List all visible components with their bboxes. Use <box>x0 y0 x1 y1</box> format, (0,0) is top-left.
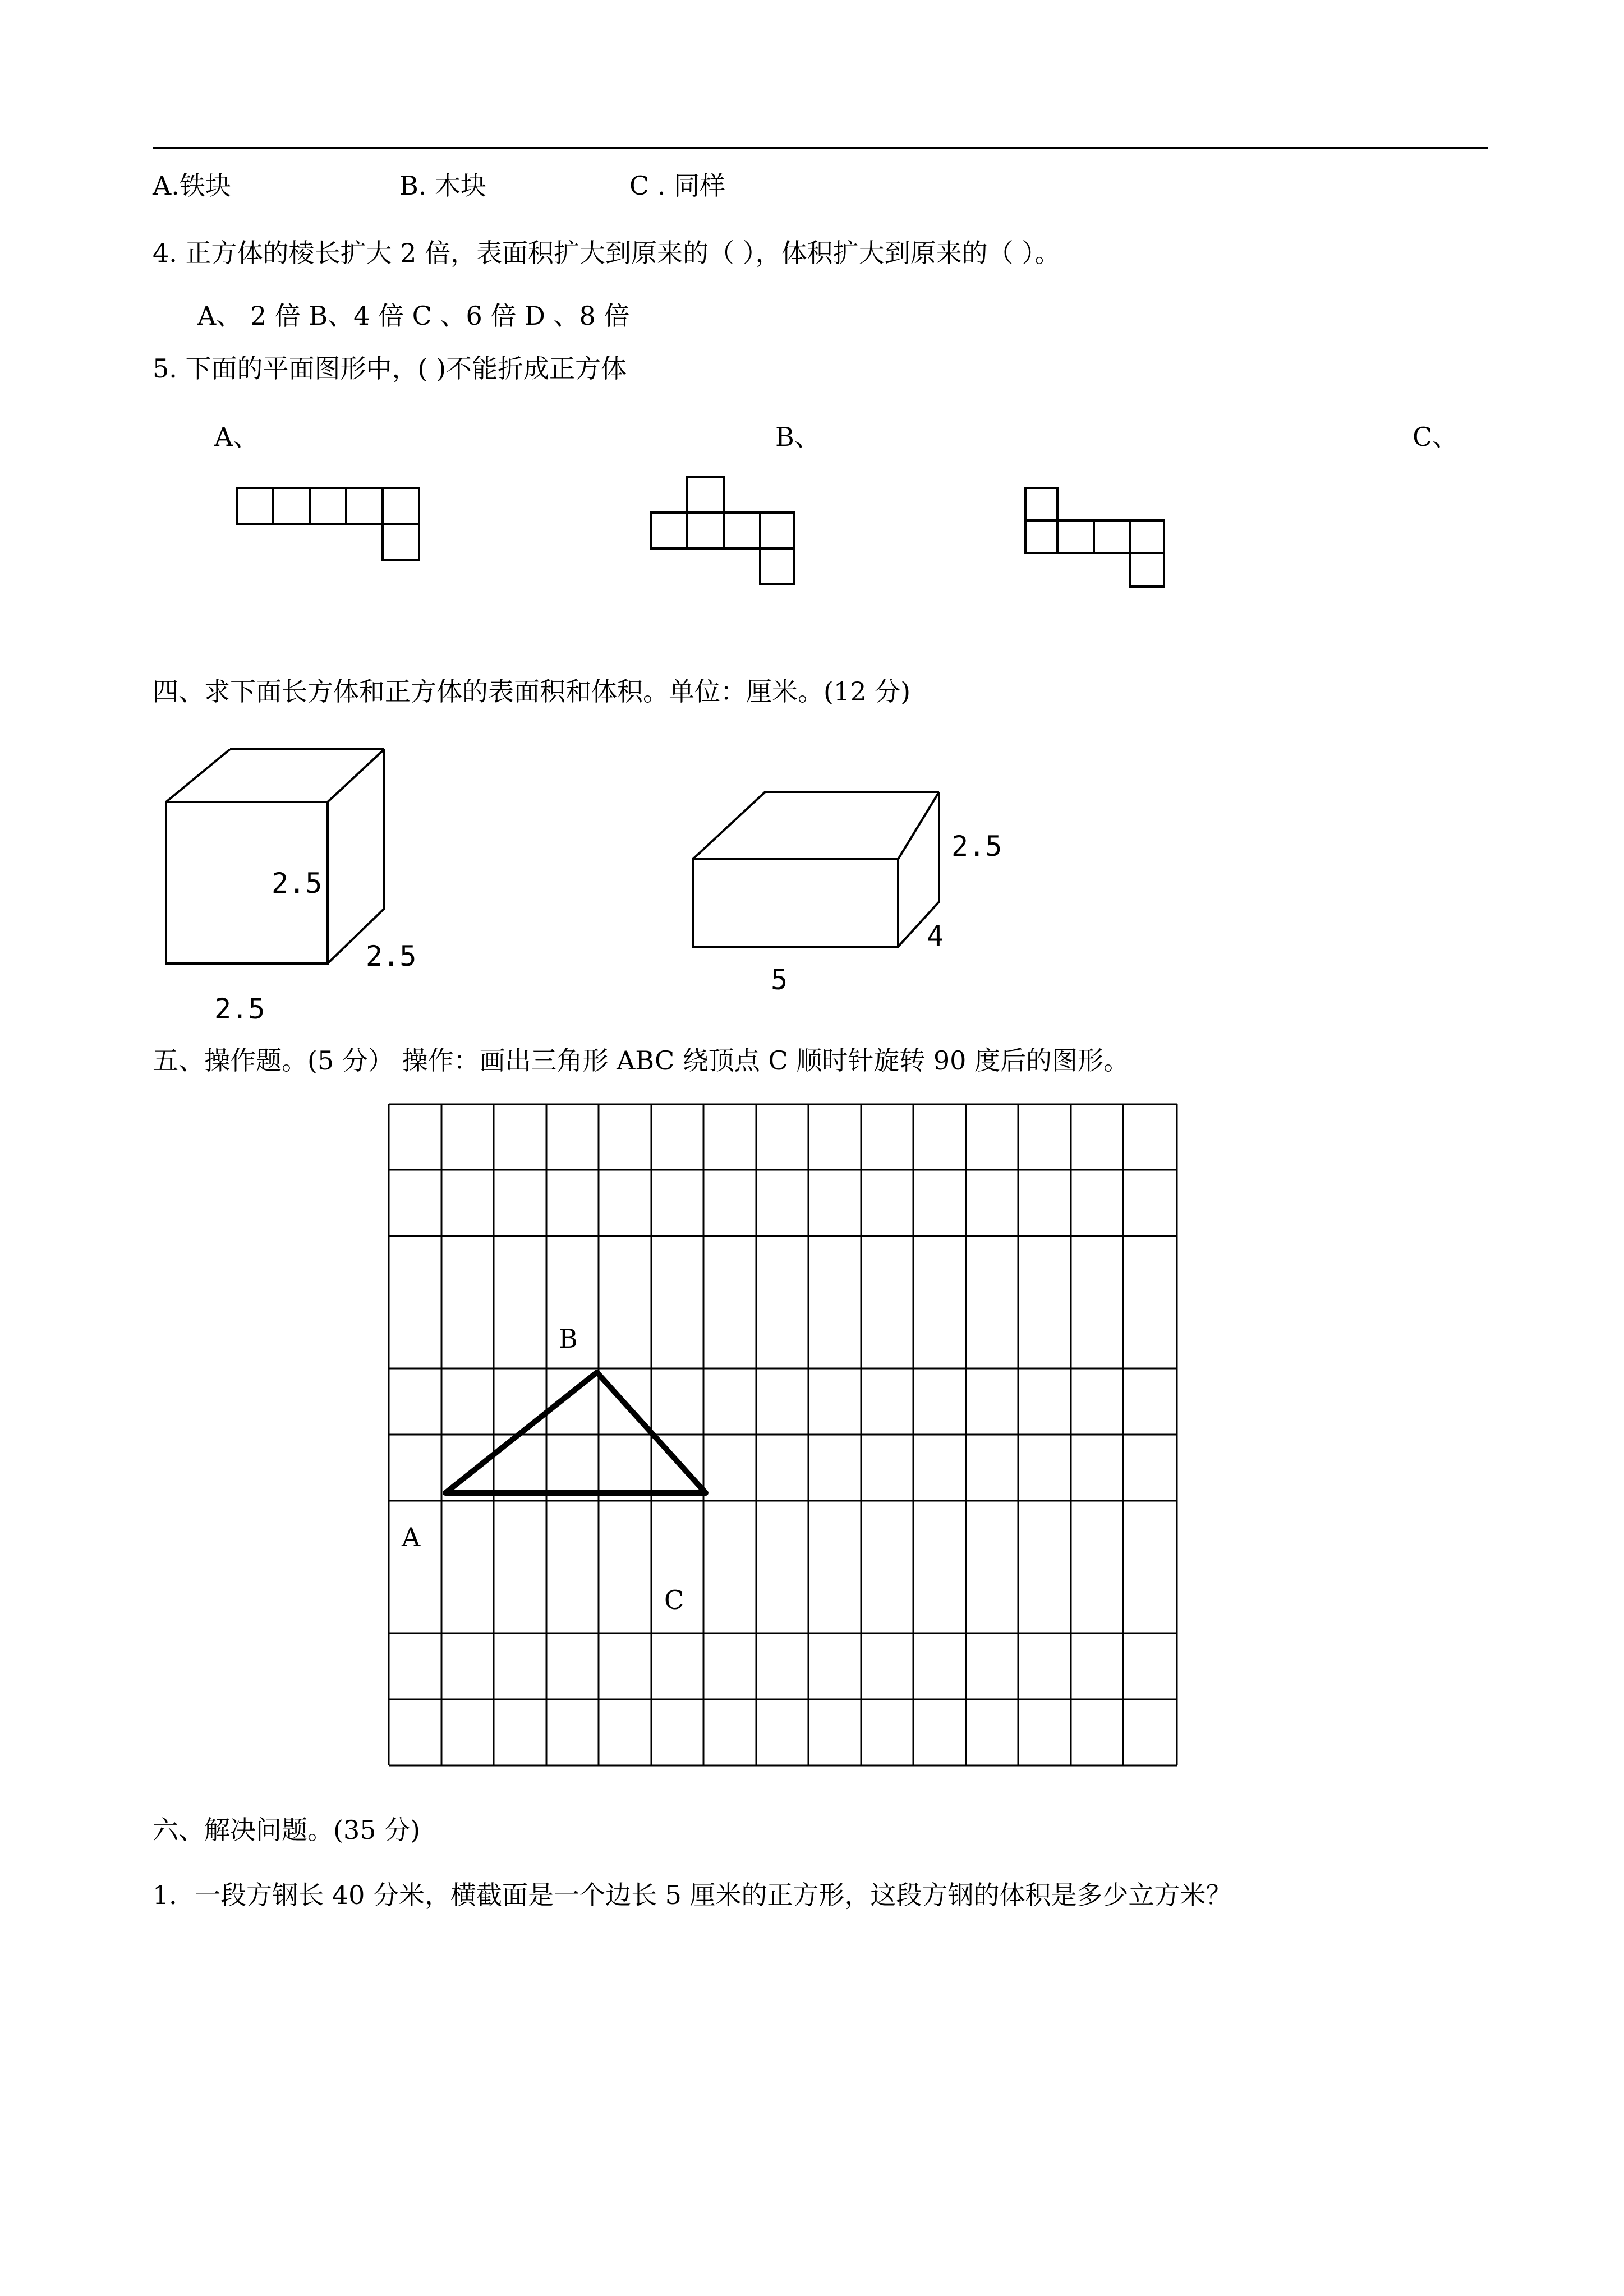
option-c: C . 同样 <box>629 170 726 201</box>
option-a: A.铁块 <box>153 170 231 201</box>
section-6-title: 六、解决问题。(35 分) <box>153 1815 421 1845</box>
option-b: B. 木块 <box>399 170 487 201</box>
cube-width-label: 2.5 <box>214 993 265 1025</box>
section-5-title: 五、操作题。(5 分） 操作：画出三角形 ABC 绕顶点 C 顺时针旋转 90 度后的图形。 <box>153 1045 1129 1076</box>
question-4-options: A、 2 倍 B、4 倍 C 、6 倍 D 、8 倍 <box>197 301 630 331</box>
vertex-a-label: A <box>402 1522 421 1552</box>
cuboid-depth-label: 4 <box>927 920 944 952</box>
rotation-grid <box>387 1103 1181 1770</box>
cuboid-figure <box>689 790 947 958</box>
top-rule <box>153 147 1488 149</box>
cube-height-label: 2.5 <box>272 867 323 900</box>
cube-depth-label: 2.5 <box>366 940 417 972</box>
net-label-a: A、 <box>214 422 259 452</box>
cube-net-a <box>236 487 426 565</box>
cube-net-b <box>650 476 795 588</box>
triangle-abc <box>445 1372 706 1493</box>
net-label-b: B、 <box>775 422 820 452</box>
section-6-question-1: 1．一段方钢长 40 分米，横截面是一个边长 5 厘米的正方形，这段方钢的体积是多少立方米？ <box>153 1880 1232 1910</box>
net-label-c: C、 <box>1413 422 1459 452</box>
section-4-title: 四、求下面长方体和正方体的表面积和体积。单位：厘米。(12 分) <box>153 676 911 707</box>
cube-net-c <box>1024 487 1170 599</box>
cuboid-length-label: 5 <box>771 963 788 996</box>
vertex-c-label: C <box>664 1585 684 1615</box>
vertex-b-label: B <box>559 1324 578 1354</box>
cuboid-height-label: 2.5 <box>951 830 1002 863</box>
question-5: 5. 下面的平面图形中，( )不能折成正方体 <box>153 353 627 384</box>
question-4: 4. 正方体的棱长扩大 2 倍，表面积扩大到原来的（ ），体积扩大到原来的（ ）。 <box>153 238 1061 268</box>
